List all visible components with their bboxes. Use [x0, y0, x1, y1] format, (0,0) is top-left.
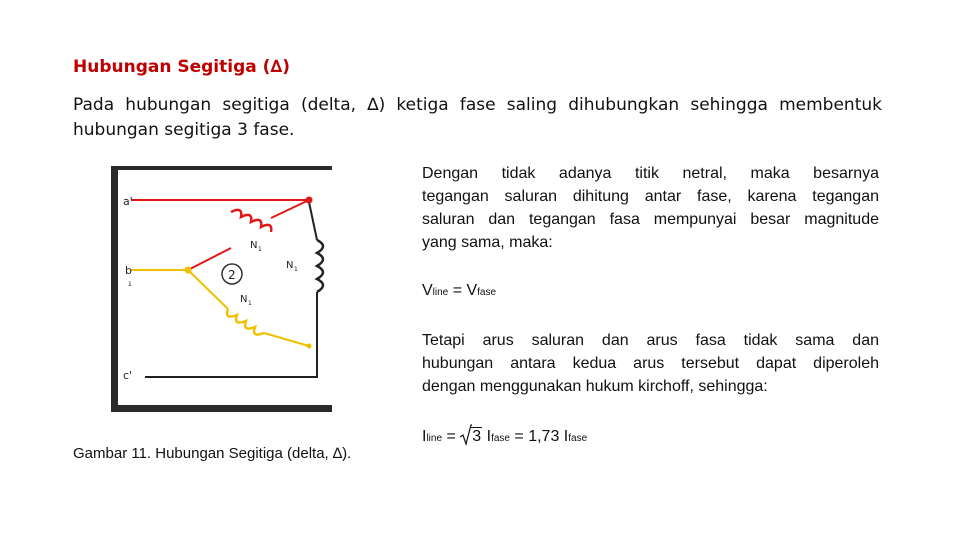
eq2-radicand: 3	[472, 428, 482, 445]
label-b-sub: 1	[128, 281, 132, 288]
intro-paragraph: Pada hubungan segitiga (delta, ∆) ketiga fase saling dihubungkan sehingga membentuk hubungan segitiga 3 fase.	[73, 95, 882, 140]
label-n-top: N	[250, 240, 258, 251]
eq1-rhs-sub: fase	[477, 287, 497, 298]
eq2-mid-sub: fase	[491, 433, 510, 444]
label-b: b	[125, 264, 132, 277]
label-a: a'	[123, 195, 133, 208]
figure-caption: Gambar 11. Hubungan Segitiga (delta, ∆).	[73, 445, 352, 462]
right-para1-line2: tegangan saluran dihitung antar fase, karena tegangan	[422, 188, 879, 205]
eq2-mid: I	[482, 428, 492, 445]
eq1-lhs-sub: line	[432, 287, 449, 298]
eq2-lhs: I	[422, 428, 427, 445]
right-para2-line3: dengan menggunakan hukum kirchoff, sehingga:	[422, 378, 768, 395]
label-n-right: N	[286, 260, 294, 271]
current-equation	[422, 427, 587, 446]
right-para2-line1: Tetapi arus saluran dan arus fasa tidak sama dan	[422, 332, 879, 349]
yellow-node-c	[307, 344, 312, 349]
radical-sign-icon	[460, 424, 472, 446]
label-n-right-sub: 1	[294, 266, 298, 273]
right-para1-line1: Dengan tidak adanya titik netral, maka besarnya	[422, 165, 879, 182]
delta-connection-figure	[111, 166, 332, 412]
label-n-bottom: N	[240, 294, 248, 305]
sqrt-symbol	[460, 427, 482, 446]
right-para1-line3: saluran dan tegangan fasa mempunyai besar magnitude	[422, 211, 879, 228]
eq2-eq: =	[442, 428, 461, 445]
eq2-tail: = 1,73 I	[509, 428, 569, 445]
eq1-lhs: V	[422, 282, 433, 299]
voltage-equation	[422, 282, 496, 300]
eq1-eq: = V	[448, 282, 478, 299]
label-n-top-sub: 1	[258, 246, 262, 253]
eq2-tail-sub: fase	[568, 433, 588, 444]
label-c: c'	[123, 369, 133, 382]
label-n-bottom-sub: 1	[248, 300, 252, 307]
right-para1-line4: yang sama, maka:	[422, 234, 553, 251]
delta-diagram	[111, 166, 332, 412]
eq2-lhs-sub: line	[426, 433, 443, 444]
right-para2-line2: hubungan antara kedua arus tersebut dapat diperoleh	[422, 355, 879, 372]
center-label: 2	[228, 268, 236, 282]
slide-title: Hubungan Segitiga (∆)	[73, 57, 291, 77]
